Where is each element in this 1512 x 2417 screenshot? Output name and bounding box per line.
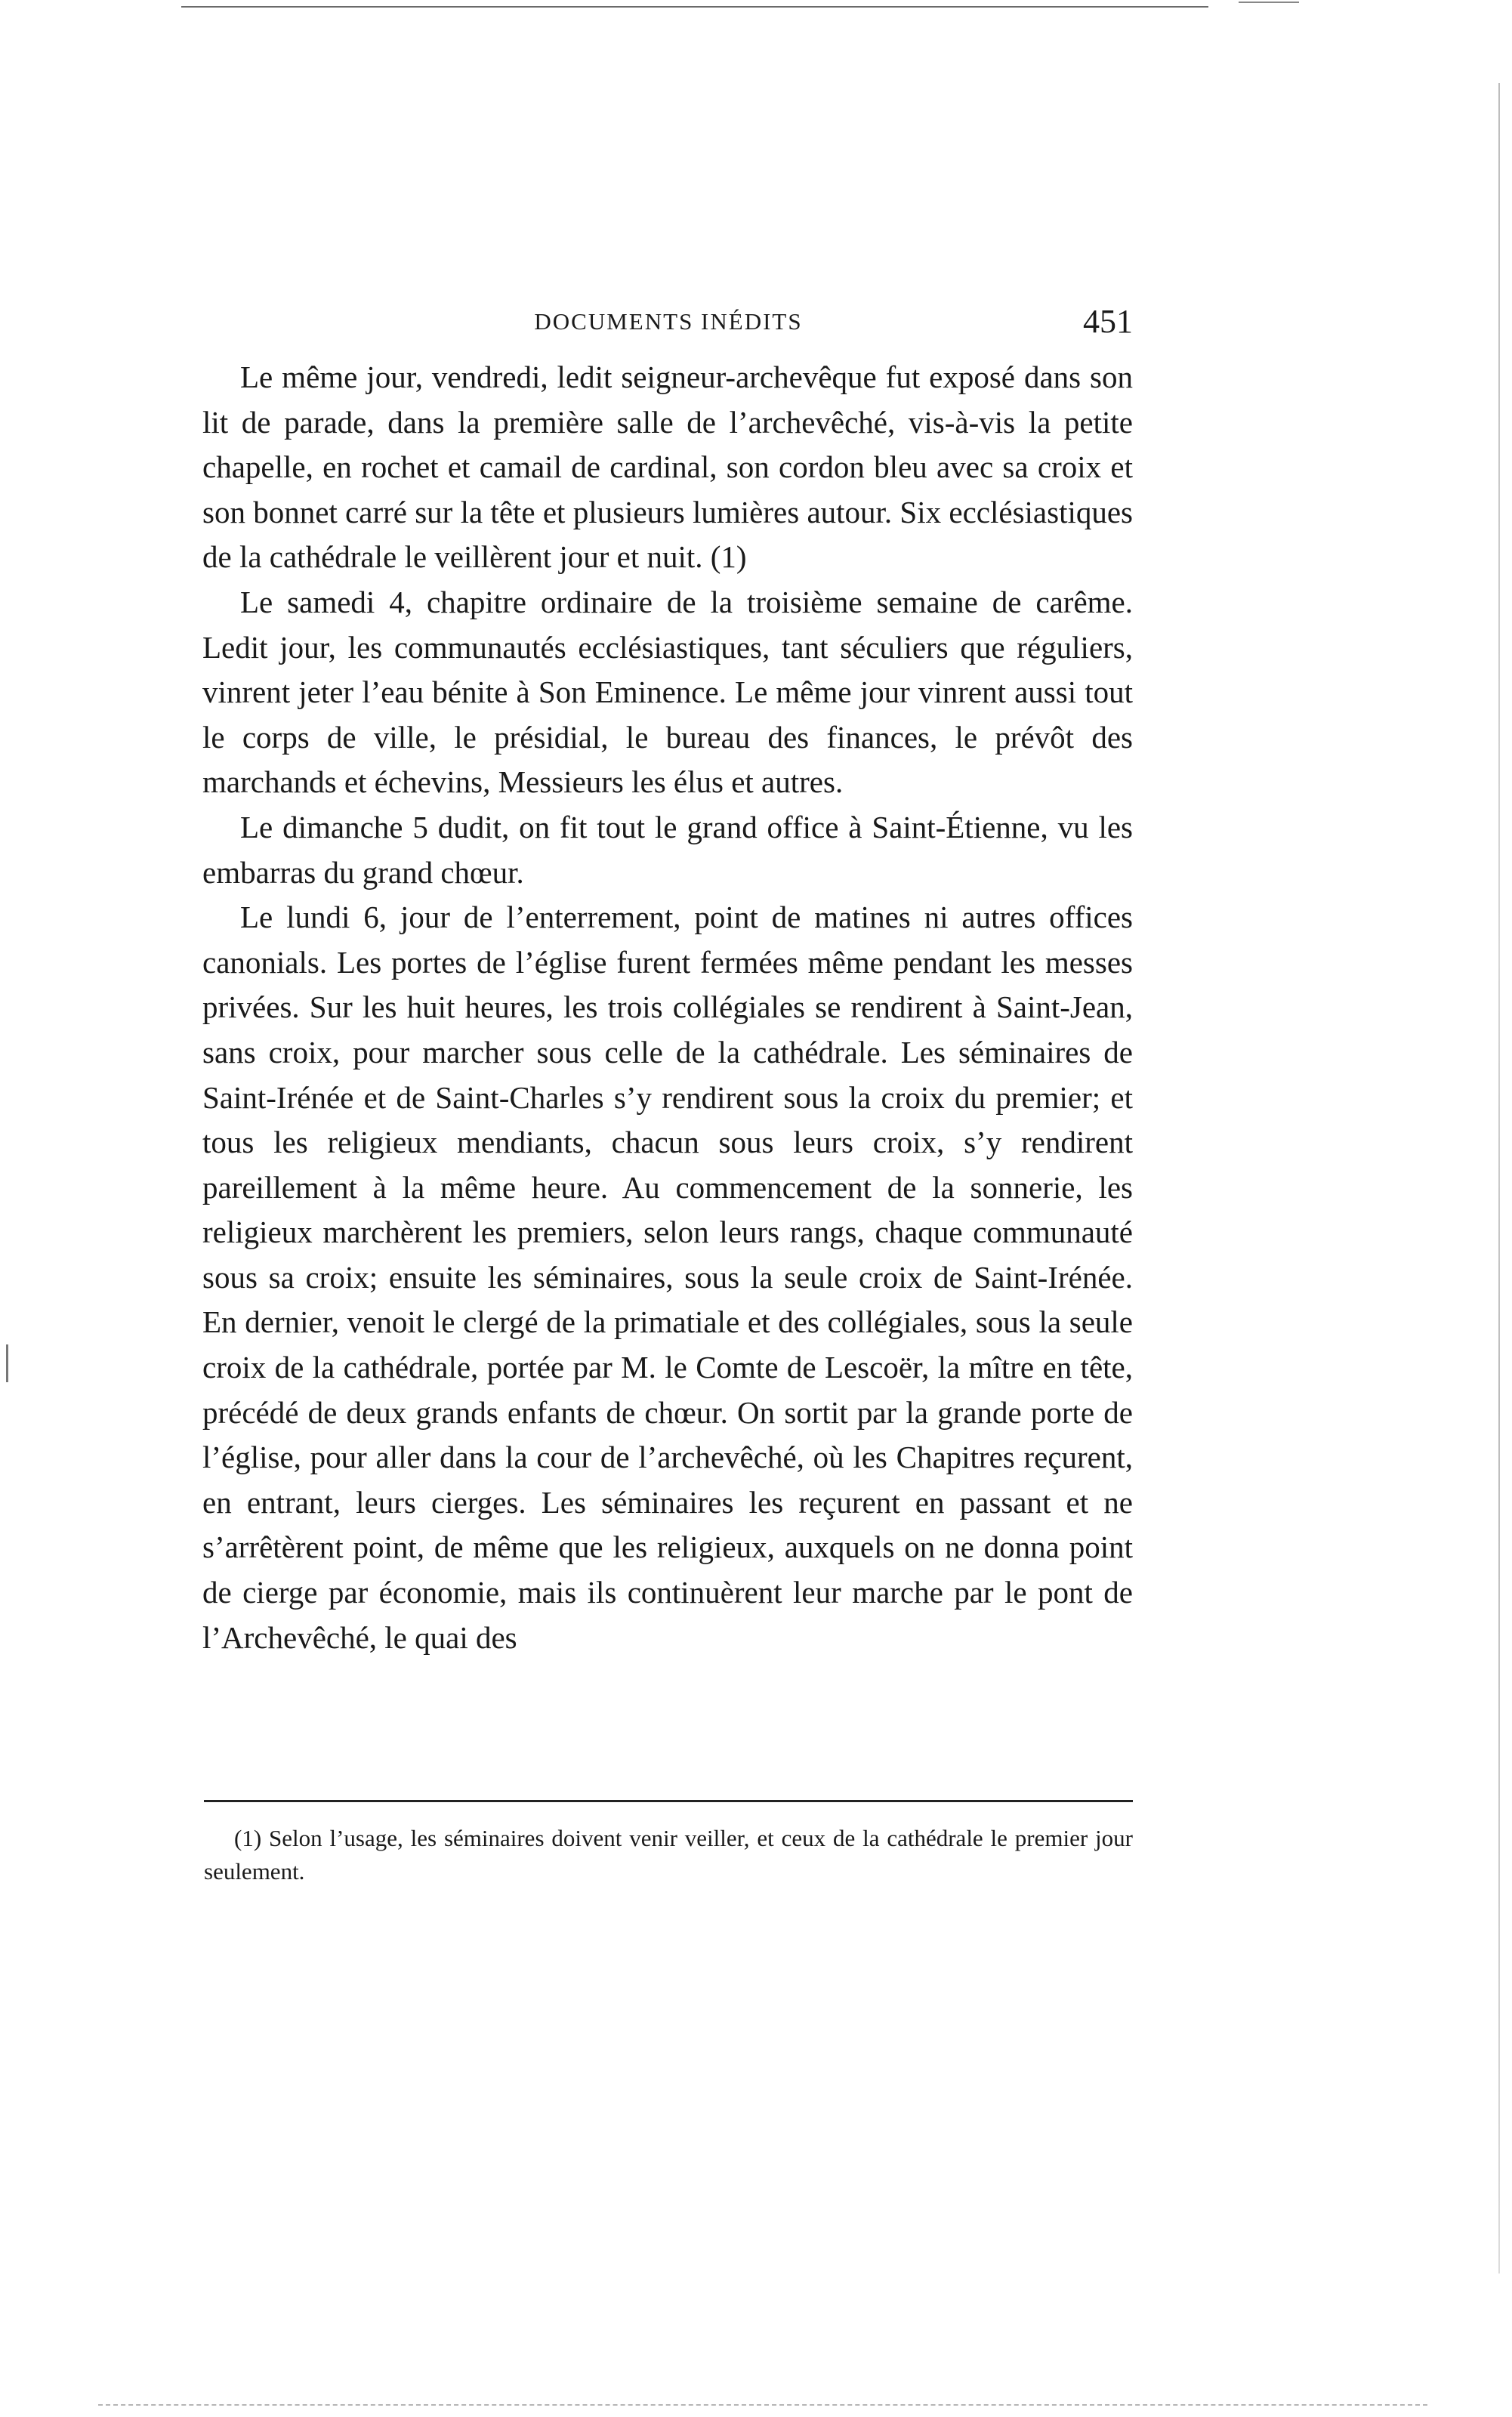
body-text [202, 355, 1133, 1660]
paragraph: Le samedi 4, chapitre ordinaire de la troisième semaine de carême. Ledit jour, les communautés ecclésiastiques, tant séculiers que réguliers, vinrent jeter l’eau bénite à Son Eminence. Le même jour vinrent aussi tout le corps de ville, le présidial, le bureau des finances, le prévôt des marchands et échevins, Messieurs les élus et autres. [202, 584, 1133, 800]
paragraph: Le lundi 6, jour de l’enterrement, point de matines ni autres offices canonials. Les portes de l’église furent fermées même pendant les messes privées. Sur les huit heures, les trois collégiales se rendirent à Saint-Jean, sans croix, pour marcher sous celle de la cathédrale. Les séminaires de Saint-Irénée et de Saint-Charles s’y rendirent sous la croix du premier; et tous les religieux mendiants, chacun sous leurs croix, s’y rendirent pareillement à la même heure. Au commencement de la sonnerie, les religieux marchèrent les premiers, selon leurs rangs, chaque communauté sous sa croix; ensuite les séminaires, sous la seule croix de Saint-Irénée. En dernier, venoit le clergé de la primatiale et des collégiales, sous la seule croix de la cathédrale, portée par M. le Comte de Lescoër, la mître en tête, précédé de deux grands enfants de chœur. On sortit par la grande porte de l’église, pour aller dans la cour de l’archevêché, où les Chapitres reçurent, en entrant, leurs cierges. Les séminaires les reçurent en passant et ne s’arrêtèrent point, de même que les religieux, auxquels on ne donna point de cierge par économie, mais ils continuèrent leur marche par le pont de l’Archevêché, le quai des [202, 900, 1133, 1655]
running-title: DOCUMENTS INÉDITS [534, 308, 803, 335]
scan-edge-left [6, 1344, 8, 1382]
scan-border-top [181, 6, 1208, 8]
paragraph: Le même jour, vendredi, ledit seigneur-archevêque fut exposé dans son lit de parade, dans la première salle de l’archevêché, vis-à-vis la petite chapelle, en rochet et camail de cardinal, son cordon bleu avec sa croix et son bonnet carré sur la tête et plusieurs lumières autour. Six ecclésiastiques de la cathédrale le veillèrent jour et nuit. (1) [202, 360, 1133, 575]
footnote-rule [204, 1800, 1133, 1802]
scan-border-top-fragment [1239, 2, 1299, 3]
paragraph: Le dimanche 5 dudit, on fit tout le grand office à Saint-Étienne, vu les embarras du grand chœur. [202, 809, 1133, 890]
running-head [204, 302, 1133, 347]
footnote: (1) Selon l’usage, les séminaires doivent venir veiller, et ceux de la cathédrale le premier jour seulement. [204, 1825, 1133, 1885]
page-number: 451 [1083, 303, 1133, 340]
scan-edge-right [1498, 83, 1500, 2273]
scan-border-bottom [98, 2404, 1427, 2406]
